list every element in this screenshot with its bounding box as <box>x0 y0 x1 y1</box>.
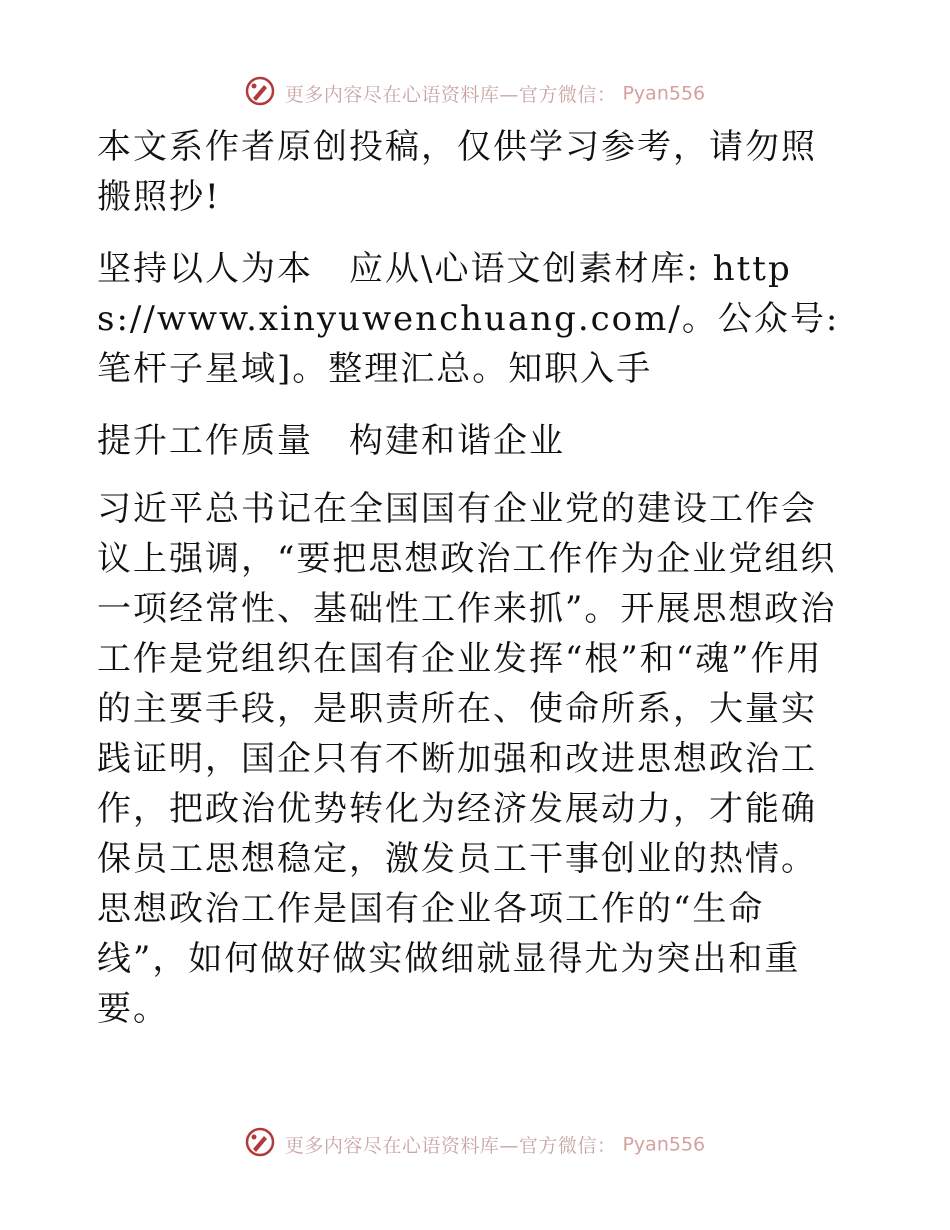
watermark-text: 更多内容尽在心语资料库—官方微信： <box>284 84 617 106</box>
watermark-text: 更多内容尽在心语资料库—官方微信： <box>284 1135 617 1157</box>
header-watermark <box>0 76 950 111</box>
pen-logo-icon <box>245 1127 275 1162</box>
paragraph-subtitle: 提升工作质量 构建和谐企业 <box>97 421 565 461</box>
pen-logo-icon <box>245 76 275 111</box>
paragraph-copyright-notice: 本文系作者原创投稿，仅供学习参考，请勿照搬照抄! <box>97 127 817 217</box>
watermark-wechat-id: Pyan556 <box>622 82 706 105</box>
paragraph-title-source: 坚持以人为本 应从\心语文创素材库: https://www.xinyuwenchuang.com/。公众号: 笔杆子星域]。整理汇总。知职入手 <box>97 249 840 389</box>
document-body <box>97 122 849 1056</box>
footer-watermark <box>0 1127 950 1162</box>
paragraph-body: 习近平总书记在全国国有企业党的建设工作会议上强调，“要把思想政治工作作为企业党组织一项经常性、基础性工作来抓”。开展思想政治工作是党组织在国有企业发挥“根”和“魂”作用的主要手段，是职责所在、使命所系，大量实践证明，国企只有不断加强和改进思想政治工作，把政治优势转化为经济发展动力，才能确保员工思想稳定，激发员工干事创业的热情。思想政治工作是国有企业各项工作的“生命线”，如何做好做实做细就显得尤为突出和重要。 <box>97 489 837 1029</box>
watermark-wechat-id: Pyan556 <box>622 1133 706 1156</box>
